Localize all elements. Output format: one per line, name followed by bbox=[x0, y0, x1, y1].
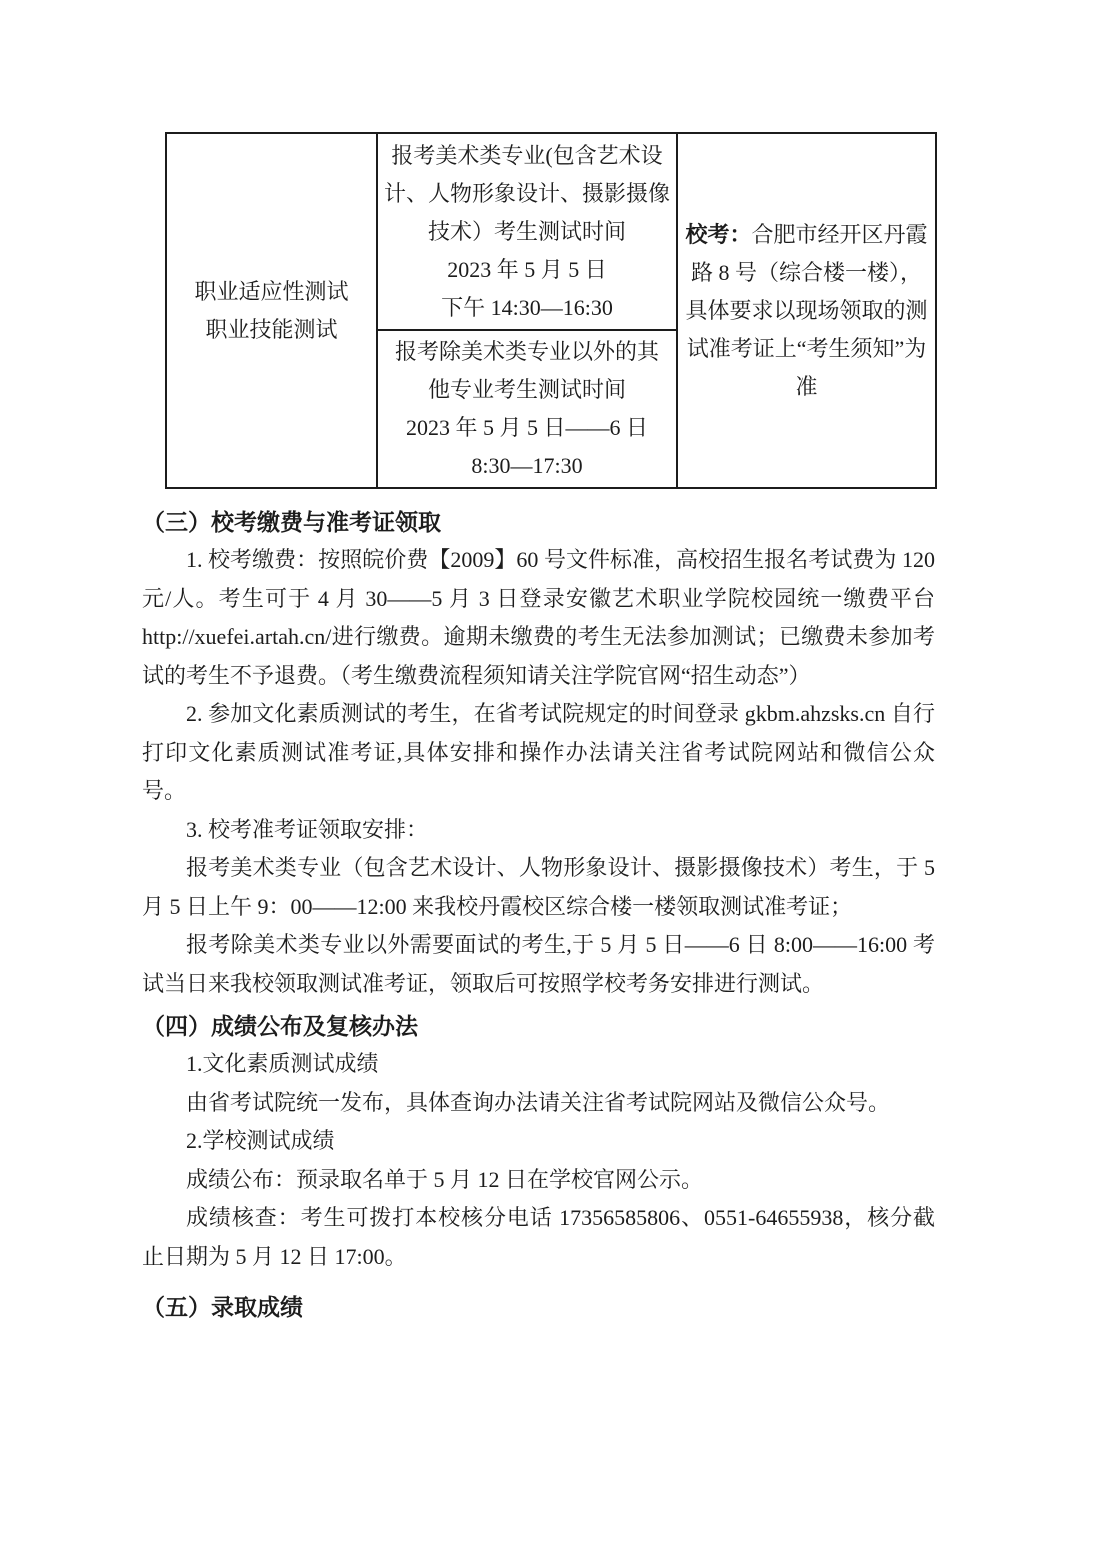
art-session-date: 2023 年 5 月 5 日 bbox=[447, 256, 607, 282]
exam-location-text: 合肥市经开区丹霞路 8 号（综合楼一楼），具体要求以现场领取的测试准考证上“考生须知”为准 bbox=[685, 221, 928, 399]
exam-schedule-table bbox=[165, 132, 937, 489]
other-session-line: 他专业考生测试时间 bbox=[427, 377, 626, 402]
other-session-time: 8:30—17:30 bbox=[471, 453, 583, 478]
other-session-cell bbox=[377, 330, 677, 488]
section-heading-fee: （三）校考缴费与准考证领取 bbox=[142, 509, 441, 535]
item-culture-score: 1.文化素质测试成绩 bbox=[186, 1051, 379, 1076]
art-session-time: 下午 14:30—16:30 bbox=[441, 294, 613, 320]
section-heading-results: （四）成绩公布及复核办法 bbox=[142, 1013, 418, 1039]
paragraph-ticket-arrangement: 3. 校考准考证领取安排： bbox=[186, 816, 429, 842]
paragraph-art-ticket: 报考美术类专业（包含艺术设计、人物形象设计、摄影摄像技术）考生，于 5 月 5 日上午 9：00——12:00 来我校丹霞校区综合楼一楼领取测试准考证； bbox=[142, 855, 935, 919]
paragraph-other-ticket: 报考除美术类专业以外需要面试的考生,于 5 月 5 日——6 日 8:00——16:00 考试当日来我校领取测试准考证，领取后可按照学校考务安排进行测试。 bbox=[142, 932, 935, 996]
art-session-line: 技术）考生测试时间 bbox=[427, 218, 626, 244]
paragraph-score-review: 成绩核查：考生可拨打本校核分电话 17356585806、0551-64655938，核分截止日期为 5 月 12 日 17:00。 bbox=[142, 1205, 935, 1269]
test-type-line: 职业适应性测试 bbox=[194, 278, 349, 304]
exam-location-label: 校考： bbox=[685, 221, 752, 247]
paragraph-culture-score: 由省考试院统一发布，具体查询办法请关注省考试院网站及微信公众号。 bbox=[186, 1089, 891, 1115]
exam-location-cell bbox=[677, 133, 936, 488]
item-school-score: 2.学校测试成绩 bbox=[186, 1128, 335, 1153]
art-session-line: 计、人物形象设计、摄影摄像 bbox=[384, 180, 671, 206]
paragraph-score-publish: 成绩公布：预录取名单于 5 月 12 日在学校官网公示。 bbox=[186, 1166, 704, 1192]
paragraph-culture-ticket: 2. 参加文化素质测试的考生，在省考试院规定的时间登录 gkbm.ahzsks.cn 自行打印文化素质测试准考证,具体安排和操作办法请关注省考试院网站和微信公众号。 bbox=[142, 701, 936, 803]
art-session-cell bbox=[377, 133, 677, 330]
art-session-line: 报考美术类专业(包含艺术设 bbox=[391, 142, 663, 168]
test-type-line: 职业技能测试 bbox=[205, 316, 338, 342]
paragraph-fee: 1. 校考缴费：按照皖价费【2009】60 号文件标准，高校招生报名考试费为 120 元/人。考生可于 4 月 30——5 月 3 日登录安徽艺术职业学院校园统一缴费平台 http://xuefei.artah.cn/进行缴费。逾期未缴费的考生无法参加测试；已缴费未参加考试的考生不予退费。（考生缴费流程须知请关注学院官网“招生动态”） bbox=[142, 547, 935, 688]
other-session-date: 2023 年 5 月 5 日——6 日 bbox=[405, 415, 648, 440]
other-session-line: 报考除美术类专业以外的其 bbox=[394, 339, 659, 364]
test-type-cell bbox=[166, 133, 377, 488]
section-heading-admission: （五）录取成绩 bbox=[142, 1294, 303, 1320]
